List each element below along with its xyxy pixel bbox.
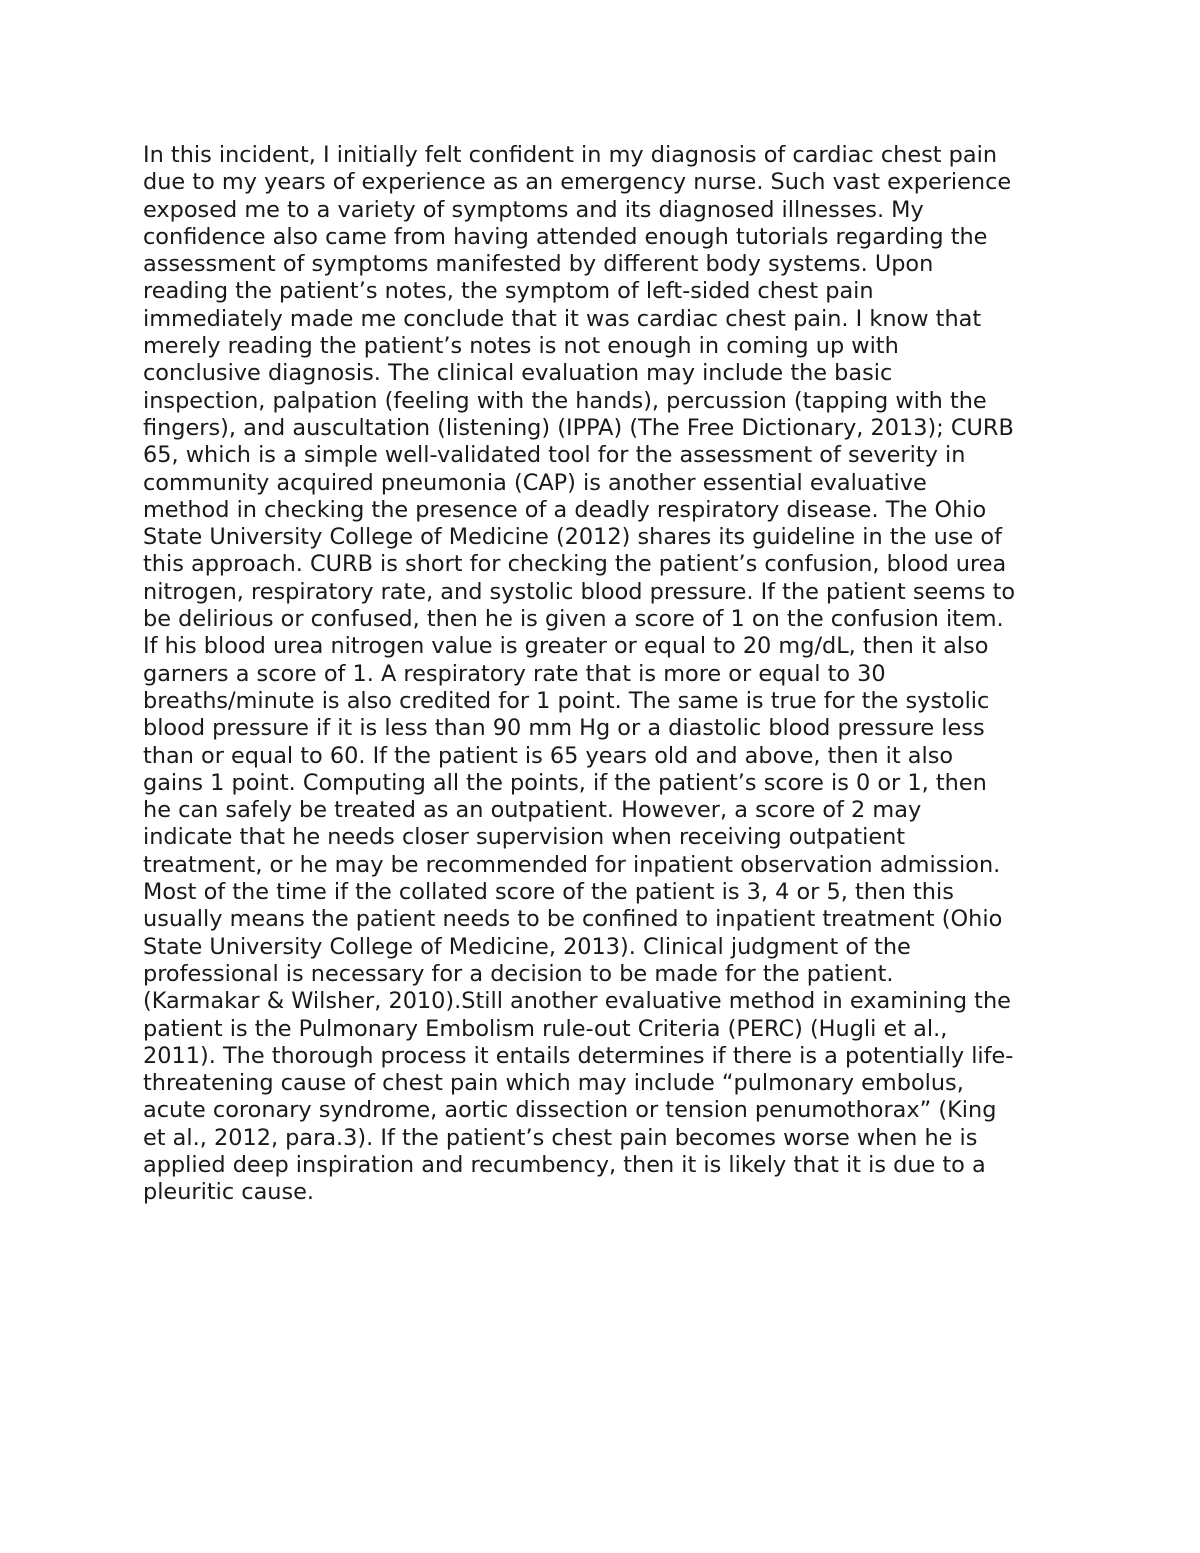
text-line: reading the patient’s notes, the symptom of left-sided chest pain <box>143 278 874 305</box>
text-line: garners a score of 1. A respiratory rate that is more or equal to 30 <box>143 660 886 687</box>
text-line: patient is the Pulmonary Embolism rule-out Criteria (PERC) (Hugli et al., <box>143 1015 948 1042</box>
text-line: be delirious or confused, then he is given a score of 1 on the confusion item. <box>143 606 1004 633</box>
text-line: gains 1 point. Computing all the points, if the patient’s score is 0 or 1, then <box>143 769 987 796</box>
text-line: usually means the patient needs to be confined to inpatient treatment (Ohio <box>143 906 1003 933</box>
text-line: method in checking the presence of a deadly respiratory disease. The Ohio <box>143 496 987 523</box>
text-line: exposed me to a variety of symptoms and its diagnosed illnesses. My <box>143 196 924 223</box>
text-line: immediately made me conclude that it was cardiac chest pain. I know that <box>143 305 982 332</box>
text-line: than or equal to 60. If the patient is 65 years old and above, then it also <box>143 742 954 769</box>
text-line: pleuritic cause. <box>143 1179 315 1206</box>
body-paragraph <box>143 142 1073 1207</box>
text-line: State University College of Medicine (2012) shares its guideline in the use of <box>143 524 1003 551</box>
text-line: fingers), and auscultation (listening) (IPPA) (The Free Dictionary, 2013); CURB <box>143 414 1014 441</box>
text-line: professional is necessary for a decision to be made for the patient. <box>143 960 894 987</box>
text-line: In this incident, I initially felt confident in my diagnosis of cardiac chest pain <box>143 142 998 168</box>
text-line: Most of the time if the collated score of the patient is 3, 4 or 5, then this <box>143 879 954 906</box>
text-line: threatening cause of chest pain which may include “pulmonary embolus, <box>143 1070 964 1097</box>
text-line: State University College of Medicine, 2013). Clinical judgment of the <box>143 933 911 960</box>
text-line: inspection, palpation (feeling with the hands), percussion (tapping with the <box>143 387 987 414</box>
text-line: he can safely be treated as an outpatient. However, a score of 2 may <box>143 797 922 824</box>
text-line: breaths/minute is also credited for 1 point. The same is true for the systolic <box>143 687 990 714</box>
text-line: merely reading the patient’s notes is not enough in coming up with <box>143 333 899 360</box>
text-line: nitrogen, respiratory rate, and systolic blood pressure. If the patient seems to <box>143 578 1016 605</box>
text-line: applied deep inspiration and recumbency, then it is likely that it is due to a <box>143 1151 986 1178</box>
text-line: indicate that he needs closer supervision when receiving outpatient <box>143 824 906 851</box>
text-line: (Karmakar & Wilsher, 2010).Still another evaluative method in examining the <box>143 988 1011 1015</box>
text-line: 2011). The thorough process it entails determines if there is a potentially life- <box>143 1042 1014 1069</box>
text-line: 65, which is a simple well-validated tool for the assessment of severity in <box>143 442 966 469</box>
text-line: assessment of symptoms manifested by different body systems. Upon <box>143 251 934 278</box>
text-line: et al., 2012, para.3). If the patient’s chest pain becomes worse when he is <box>143 1124 978 1151</box>
text-line: conclusive diagnosis. The clinical evaluation may include the basic <box>143 360 893 387</box>
text-line: confidence also came from having attended enough tutorials regarding the <box>143 223 988 250</box>
text-line: due to my years of experience as an emergency nurse. Such vast experience <box>143 169 1012 196</box>
text-line: treatment, or he may be recommended for inpatient observation admission. <box>143 851 1001 878</box>
text-line: community acquired pneumonia (CAP) is another essential evaluative <box>143 469 927 496</box>
text-line: this approach. CURB is short for checking the patient’s confusion, blood urea <box>143 551 1007 578</box>
text-line: acute coronary syndrome, aortic dissection or tension penumothorax” (King <box>143 1097 997 1124</box>
text-line: If his blood urea nitrogen value is greater or equal to 20 mg/dL, then it also <box>143 633 989 660</box>
text-line: blood pressure if it is less than 90 mm Hg or a diastolic blood pressure less <box>143 715 985 742</box>
